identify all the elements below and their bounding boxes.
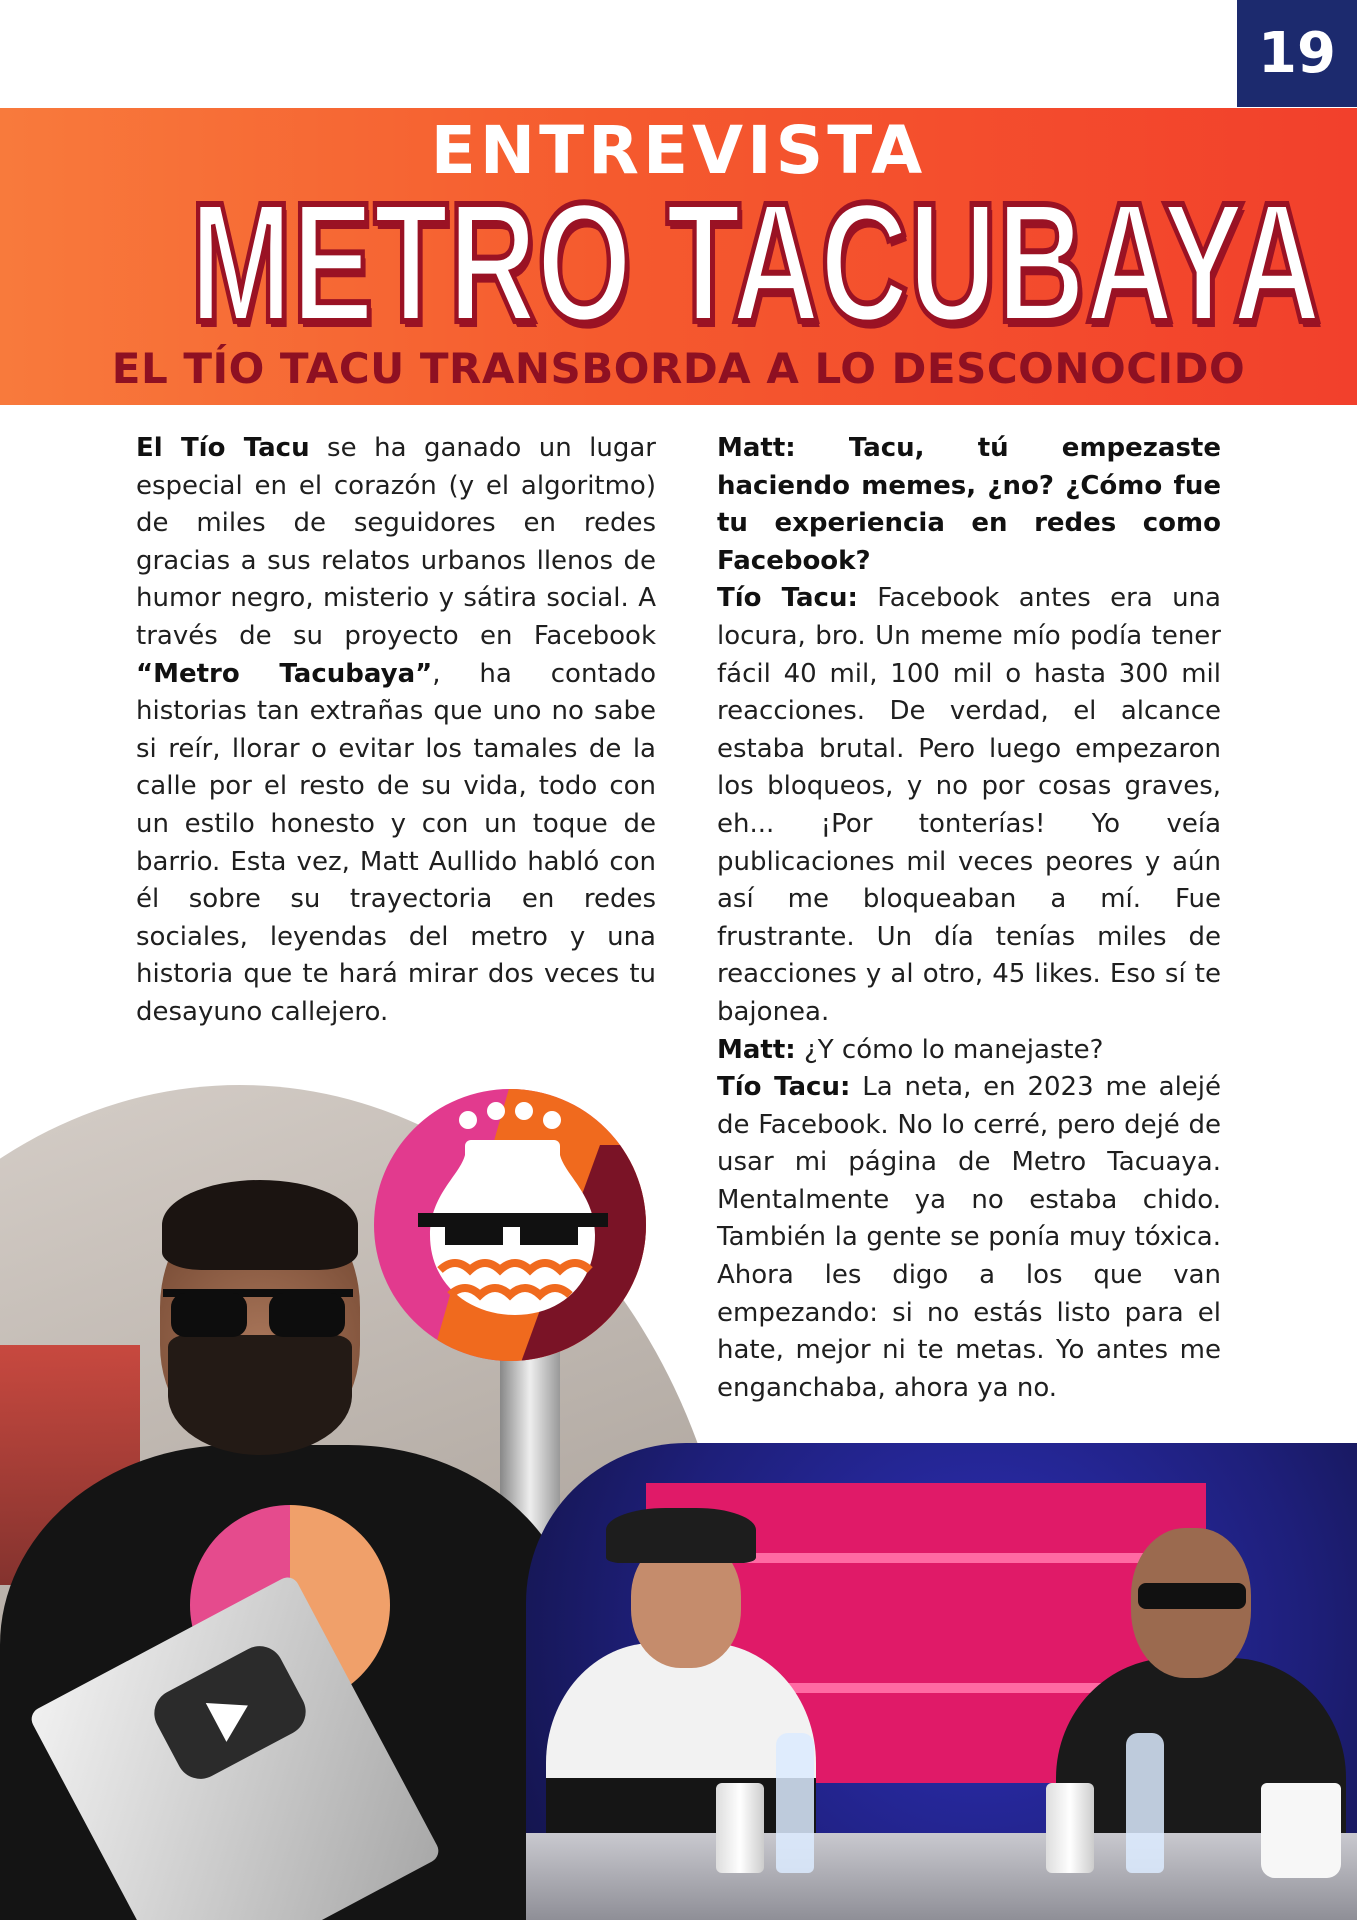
page-number: 19 [1237,0,1357,107]
section-kicker: ENTREVISTA [430,112,927,189]
coffee-mug [1261,1783,1341,1878]
title-banner [0,108,1357,405]
water-bottle [776,1733,814,1873]
intro-project-name: “Metro Tacubaya” [136,658,433,689]
person-hair [162,1180,358,1270]
question-1-text: Matt: Tacu, tú empezaste haciendo memes, ¿no? ¿Cómo fue tu experiencia en redes como Facebook? [717,433,1221,576]
interview-photo [526,1443,1357,1920]
question-2-speaker: Matt: [717,1034,796,1065]
answer-1-text: Facebook antes era una locura, bro. Un meme mío podía tener fácil 40 mil, 100 mil o hasta 300 mil reacciones. De verdad, el alcance estaba brutal. Pero luego empezaron los bloqueos, y no por cosas graves, eh... ¡Por tonterías! Yo veía publicaciones mil veces peores y aún así me bloqueaban a mí. Fue frustrante. Un día tenías miles de reacciones y al otro, 45 likes. Eso sí te bajonea. [717,583,1221,1027]
answer-2-speaker: Tío Tacu: [717,1072,851,1103]
person-beard [168,1335,352,1455]
intro-paragraph [136,430,656,1032]
interviewer-hat [606,1508,756,1563]
sunglasses-icon [163,1285,353,1340]
question-2-text: ¿Y cómo lo manejaste? [795,1034,1104,1065]
intro-text-1: se ha ganado un lugar especial en el corazón (y el algoritmo) de miles de seguidores en redes gracias a sus relatos urbanos llenos de humor negro, misterio y sátira social. A través de su proyecto en Facebook [136,433,656,651]
beer-can [716,1783,764,1873]
article-left-column [136,430,656,1032]
headline: METRO TACUBAYA [189,168,1322,358]
answer-2-text: La neta, en 2023 me alejé de Facebook. No lo cerré, pero dejé de usar mi página de Metro Tacuaya. Mentalmente ya no estaba chido. También la gente se ponía muy tóxica. Ahora les digo a los que van empezando: si no estás listo para el hate, mejor ni te metas. Yo antes me enganchaba, ahora ya no. [717,1072,1222,1403]
metro-tacubaya-logo-icon [370,1085,650,1365]
studio-table [526,1833,1357,1920]
beer-can [1046,1783,1094,1873]
answer-1 [717,580,1221,1031]
question-1 [717,430,1221,580]
guest-sunglasses-icon [1138,1583,1246,1609]
question-2 [717,1032,1221,1070]
answer-1-speaker: Tío Tacu: [717,583,858,614]
intro-text-2: , ha contado historias tan extrañas que uno no sabe si reír, llorar o evitar los tamales de la calle por el resto de su vida, todo con un estilo honesto y con un toque de barrio. Esta vez, Matt Aullido habló con él sobre su trayectoria en redes sociales, leyendas del metro y una historia que te hará mirar dos veces tu desayuno callejero. [136,658,656,1027]
answer-2 [717,1069,1221,1407]
article-right-column [717,430,1221,1407]
water-bottle [1126,1733,1164,1873]
intro-name: El Tío Tacu [136,433,310,463]
deck-subtitle: EL TÍO TACU TRANSBORDA A LO DESCONOCIDO [111,344,1246,393]
